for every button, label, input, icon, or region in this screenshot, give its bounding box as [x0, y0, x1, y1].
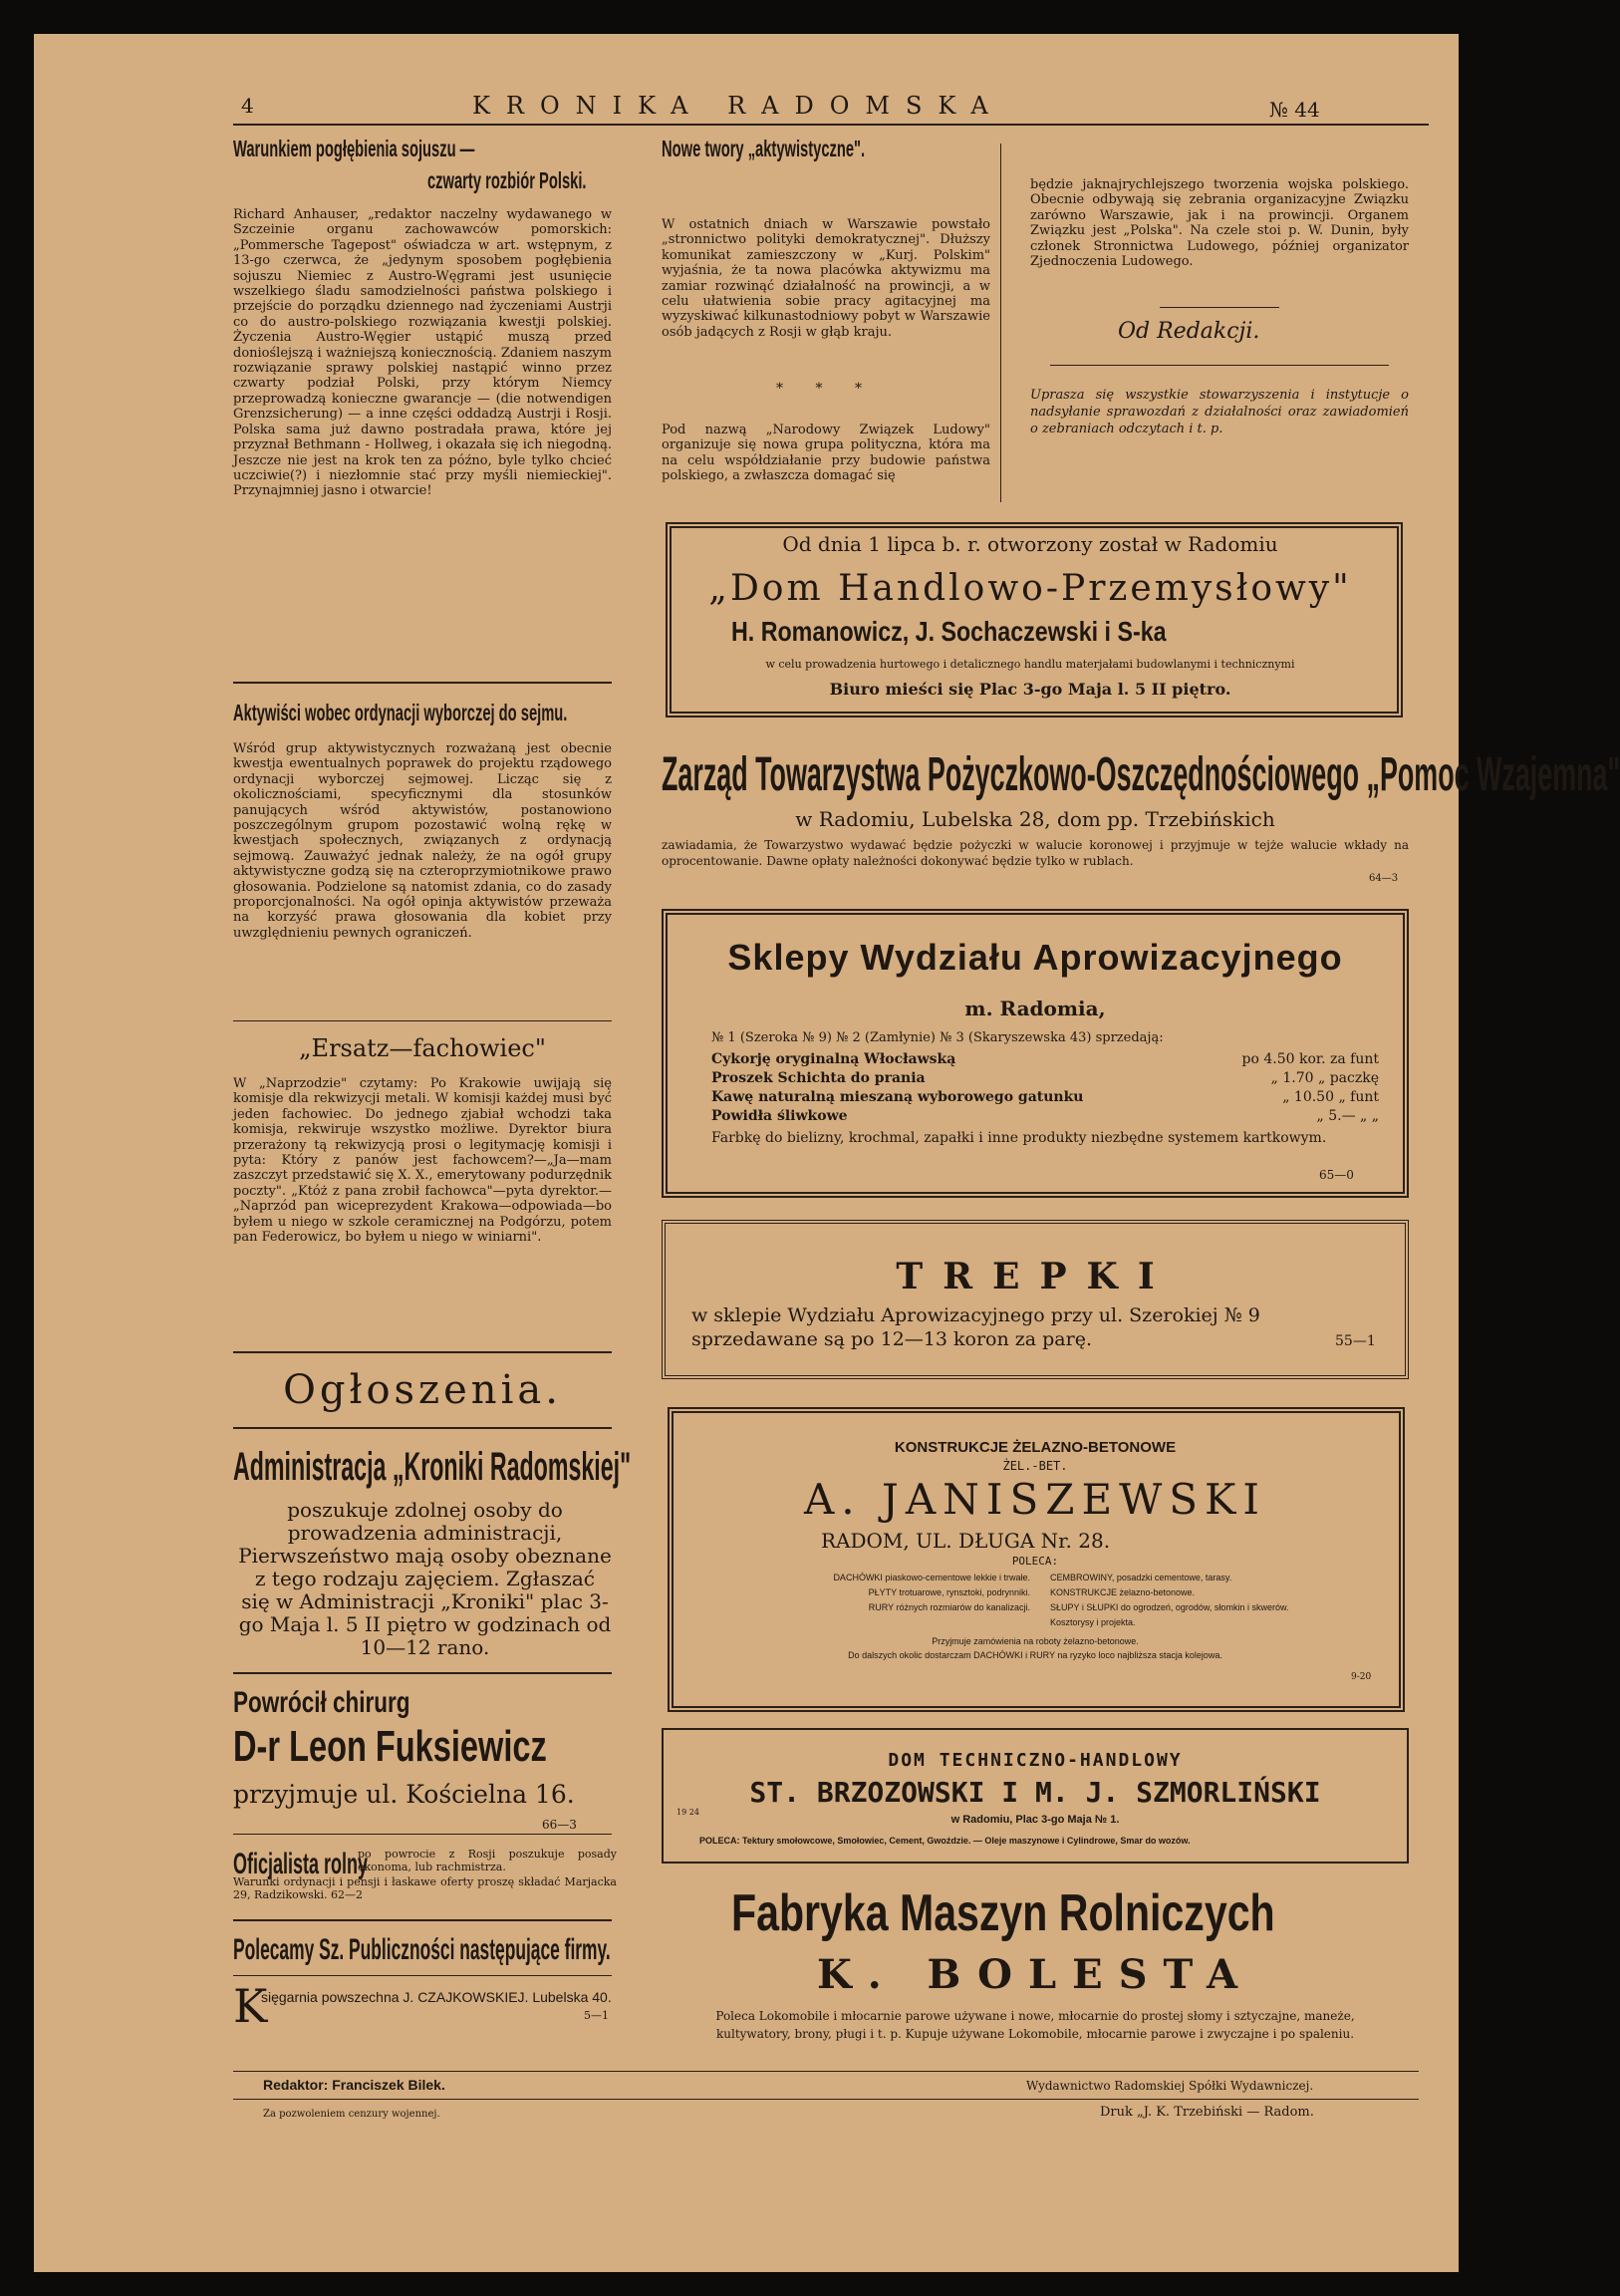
ad-trepki-title: TREPKI [896, 1256, 1175, 1297]
masthead-title: KRONIKA RADOMSKA [472, 92, 1004, 120]
article-2-body: Wśród grup aktywistycznych rozważaną jest obecnie kwestja ewentualnych poprawek do projektu rządowego ordynacji wyborczej sejmowej. Licząc się z okolicznościami, specyficznymi dla stosunków panujących wśród aktywistów, postanowiono poszczególnym grupom pozostawić wolną rękę w kwestjach społecznych, związanych z ordynacją sejmową. Zauważyć jednak należy, że na ogół grupy aktywistyczne godzą się na czteroprzymiotnikowe prawo głosowania. Podzielone są natomist zdania, co do zasady proporcjonalności. Na ogół opinja aktywistów przeważa na korzyść prawa głosowania dla kobiet przy uwzględnieniu pewnych ograniczeń. [233, 741, 612, 941]
ad-sklepy-city: m. Radomia, [964, 997, 1106, 1020]
article-1-body: Richard Anhauser, „redaktor naczelny wydawanego w Szczeinie organu zachowawców pomorskich: „Pommersche Tagepost" oświadcza w art. wstępnym, z 13-go czerwca, że „jedynym sposobem pogłębienia sojuszu Niemiec z Austro-Węgrami jest usunięcie wszelkiego śladu samodzielności państwa polskiego i przejście do porządku dziennego nad życzeniami Austrji co do austro-polskiego rozwiązania kwestji polskiej. Życzenia Austro-Węgier ustąpić muszą przed donioślejszą i ważniejszą koniecznością. Zdaniem naszym rozwiązanie sprawy polskiej nastąpić winno przez czwarty podział Polski, przy którym Niemcy przeprowadzą konieczne gwarancje — (die notwendigen Grenzsicherung) — a inne części oddadzą Austrji i Rosji. Polska sama już dawno postradała prawa, które jej przyznał Bethmann - Hollweg, i okazała się ich niegodną. Jeszcze nie jest na krok ten za późno, byle tylko chcieć uczciwie(?) i niezłomnie stać przy myśli niemieckiej". Przynajmniej jasno i otwarcie! [233, 207, 612, 499]
ad-sklepy-ref: 65—0 [1319, 1168, 1354, 1182]
article-5-body: Pod nazwą „Narodowy Związek Ludowy" organizuje się nowa grupa polityczna, która ma na celu współdziałanie przy budowie państwa polskiego, a zwłaszcza domagać się [662, 423, 990, 484]
bookshop-text: sięgarnia powszechna J. CZAJKOWSKIEJ. Lubelska 40. [261, 1989, 612, 2005]
ad-janiszewski-right: CEMBROWINY, posadzki cementowe, tarasy. KONSTRUKCJE żelazno-betonowe. SŁUPY i SŁUPKI do ogrodzeń, ogrodów, słomkin i skwerów. Kosztorysy i projekta. [1050, 1573, 1289, 1627]
ad-dom-office: Biuro mieści się Plac 3-go Maja l. 5 II piętro. [829, 680, 1231, 699]
footer-censor: Za pozwoleniem cenzury wojennej. [263, 2109, 440, 2120]
officer-ad-text: Warunki ordynacji i pensji i łaskawe oferty proszę składać Marjacka 29, Radzikowski. 62—2 [233, 1875, 617, 1901]
footer-publisher: Wydawnictwo Radomskiej Spółki Wydawniczej. [1026, 2079, 1314, 2093]
ad-techniczny-address: w Radomiu, Plac 3-go Maja № 1. [950, 1814, 1120, 1826]
ad-dom-opening: Od dnia 1 lipca b. r. otworzony został w Radomiu [782, 532, 1278, 556]
ad-janiszewski-kind: KONSTRUKCJE ŻELAZNO-BETONOWE [894, 1439, 1177, 1456]
price-row: Powidła śliwkowe „ 5.— „ „ [711, 1108, 1379, 1124]
price-row: Cykorję oryginalną Włocławską po 4.50 kor. za funt [711, 1051, 1379, 1067]
officer-ad-lead: po powrocie z Rosji poszukuje posady ekonoma, lub rachmistrza. [358, 1848, 617, 1873]
bookshop-ref: 5—1 [584, 2009, 609, 2022]
article-3-title: „Ersatz—fachowiec" [299, 1034, 546, 1062]
admin-ad-title: Administracja „Kroniki Radomskiej" [233, 1445, 632, 1489]
ad-trepki-text: w sklepie Wydziału Aprowizacyjnego przy ul. Szerokiej № 9 sprzedawane są po 12—13 koron za parę. [691, 1304, 1260, 1350]
newspaper-page [34, 34, 1620, 2272]
ad-trepki-ref: 55—1 [1335, 1333, 1376, 1349]
ad-techniczny-owners: ST. BRZOZOWSKI I M. J. SZMORLIŃSKI [749, 1776, 1321, 1809]
article-1-subtitle: czwarty rozbiór Polski. [427, 167, 587, 193]
ad-sklepy-items [711, 1050, 1379, 1126]
ad-fabryka-text: Poleca Lokomobile i młocarnie parowe używane i nowe, młocarnie do prostej słomy i sztyczajne, maneże, kultywatory, brony, pługi i t. p. Kupuje używane Lokomobile, młocarnie parowe i zwyczajne i po spaleniu. [715, 2009, 1355, 2041]
ad-pomoc-ref: 64—3 [1369, 873, 1399, 884]
ad-janiszewski-name: A. JANISZEWSKI [803, 1475, 1267, 1524]
ad-pomoc-title: Zarząd Towarzystwa Pożyczkowo-Oszczędnościowego „Pomoc Wzajemna" [662, 748, 1620, 801]
ad-trepki [662, 1220, 1409, 1379]
section-separator: * * * [776, 381, 876, 397]
ad-sklepy-shops: № 1 (Szeroka № 9) № 2 (Zamłynie) № 3 (Skaryszewska 43) sprzedają: [711, 1030, 1164, 1045]
price-row: Proszek Schichta do prania „ 1.70 „ paczkę [711, 1070, 1379, 1086]
article-1-title: Warunkiem pogłębienia sojuszu — [233, 136, 475, 161]
recommend-heading: Polecamy Sz. Publiczności następujące firmy. [233, 1933, 611, 1966]
article-3-body: W „Naprzodzie" czytamy: Po Krakowie uwijają się komisje dla rekwizycji metali. W komisji każdej musi być jeden fachowiec. Do jednego zjabiał wchodzi taka komisja, rekwiruje wszystko możliwe. Dyrektor biura przerażony tą rekwizycją prosi o legitymację komisji i pyta: Który z panów jest fachowcem?—„Ja—mam zaszczyt przedstawić się X. X., emerytowany podurzędnik poczty". „Któż z pana zrobił fachowca"—pyta dyrektor.—„Naprzód pan wiceprezydent Krakowa—odpowiada—bo byłem u niego w szkole ceramicznej na Podgórzu, potem pan Federowicz, bo byłem u niego w winiarni". [233, 1076, 612, 1246]
ad-pomoc-address: w Radomiu, Lubelska 28, dom pp. Trzebińskich [795, 807, 1275, 831]
surgeon-ad-title: Powrócił chirurg [233, 1686, 410, 1719]
ad-janiszewski-footer: Przyjmuje zamówienia na roboty żelazno-betonowe. Do dalszych okolic dostarczam DACHÓWKI i RURY na ryzyko loco najbliższa stacja kolejowa. [848, 1636, 1222, 1660]
editorial-signature: Od Redakcji. [1118, 319, 1260, 344]
ad-fabryka-title: Fabryka Maszyn Rolniczych [731, 1884, 1275, 1942]
price-row: Kawę naturalną mieszaną wyborowego gatunku „ 10.50 „ funt [711, 1089, 1379, 1105]
article-6-body: będzie jaknajrychlejszego tworzenia wojska polskiego. Obecnie odbywają się zebrania organizacyjne Związku zarówno Warszawie, jak i na prowincji. Organem Związku jest „Polska". Na czele stoi p. W. Dunin, były członek Stronnictwa Ludowego, później organizator Zjednoczenia Ludowego. [1030, 177, 1409, 270]
footer-printer: Druk „J. K. Trzebiński — Radom. [1100, 2105, 1314, 2120]
ad-techniczny-offer: POLECA: Tektury smołowcowe, Smołowiec, Cement, Gwoździe. — Oleje maszynowe i Cylindrowe, Smar do wozów. [699, 1836, 1191, 1846]
ad-janiszewski-left: DACHÓWKI piaskowo-cementowe lekkie i trwałe. PŁYTY trotuarowe, rynsztoki, podrynniki. RURY różnych rozmiarów do kanalizacji. [833, 1573, 1030, 1612]
issue-number: № 44 [1269, 98, 1320, 122]
surgeon-ad-name: D-r Leon Fuksiewicz [233, 1722, 547, 1771]
bookshop-initial: K [233, 1979, 268, 2033]
editorial-notice: Uprasza się wszystkie stowarzyszenia i instytucje o nadsyłanie sprawozdań z działalności oraz zawiadomień o zebraniach odczytach i t. p. [1030, 388, 1409, 436]
page-number: 4 [241, 94, 254, 118]
ad-janiszewski-ref: 9-20 [1351, 1672, 1372, 1682]
article-4-body: W ostatnich dniach w Warszawie powstało „stronnictwo polityki demokratycznej". Dłuższy komunikat zamieszczony w „Kurj. Polskim" wyjaśnia, że ta nowa placówka aktywizmu ma zamiar rozwinąć działalność na prowincji, a w celu ułatwienia sobie pracy agitacyjnej ma wyzyskiwać kilkunastodniowy pobyt w Warszawie osób jadących z Rosji w głąb kraju. [662, 217, 990, 340]
ad-fabryka-name: K. BOLESTA [816, 1951, 1254, 1998]
article-4-title: Nowe twory „aktywistyczne". [662, 136, 866, 161]
surgeon-ad-ref: 66—3 [542, 1818, 577, 1832]
ad-techniczny-year: 19 24 [676, 1808, 699, 1817]
ads-heading: Ogłoszenia. [283, 1367, 562, 1413]
ad-sklepy-footer: Farbkę do bielizny, krochmal, zapałki i inne produkty niezbędne systemem kartkowym. [711, 1130, 1327, 1146]
ad-sklepy-title: Sklepy Wydziału Aprowizacyjnego [727, 937, 1343, 978]
ad-dom-owners: H. Romanowicz, J. Sochaczewski i S-ka [731, 616, 1167, 647]
article-2-title: Aktywiści wobec ordynacji wyborczej do sejmu. [233, 700, 568, 725]
surgeon-ad-address: przyjmuje ul. Kościelna 16. [233, 1780, 575, 1809]
footer-editor: Redaktor: Franciszek Bilek. [263, 2077, 445, 2093]
ad-janiszewski-offers: POLECA: [1011, 1555, 1059, 1568]
officer-ad-title: Oficjalista rolny [233, 1848, 369, 1880]
ad-janiszewski-address: RADOM, UL. DŁUGA Nr. 28. [821, 1529, 1111, 1553]
ad-janiszewski-sub: ŻEL.-BET. [1002, 1459, 1068, 1473]
ad-dom-title: „Dom Handlowo-Przemysłowy" [708, 568, 1352, 609]
ad-dom-purpose: w celu prowadzenia hurtowego i detalicznego handlu materjałami budowlanymi i technicznymi [765, 658, 1295, 671]
admin-ad-text: poszukuje zdolnej osoby do prowadzenia administracji, Pierwszeństwo mają osoby obeznane z tego rodzaju zajęciem. Zgłaszać się w Administracji „Kroniki" plac 3-go Maja l. 5 II piętro w godzinach od 10—12 rano. [238, 1498, 612, 1659]
ad-techniczny-title: DOM TECHNICZNO-HANDLOWY [888, 1750, 1183, 1771]
ad-pomoc-text: zawiadamia, że Towarzystwo wydawać będzie pożyczki w walucie koronowej i przyjmuje w tejże walucie wkłady na oprocentowanie. Dawne opłaty należności dokonywać będzie tylko w rublach. [662, 838, 1409, 868]
